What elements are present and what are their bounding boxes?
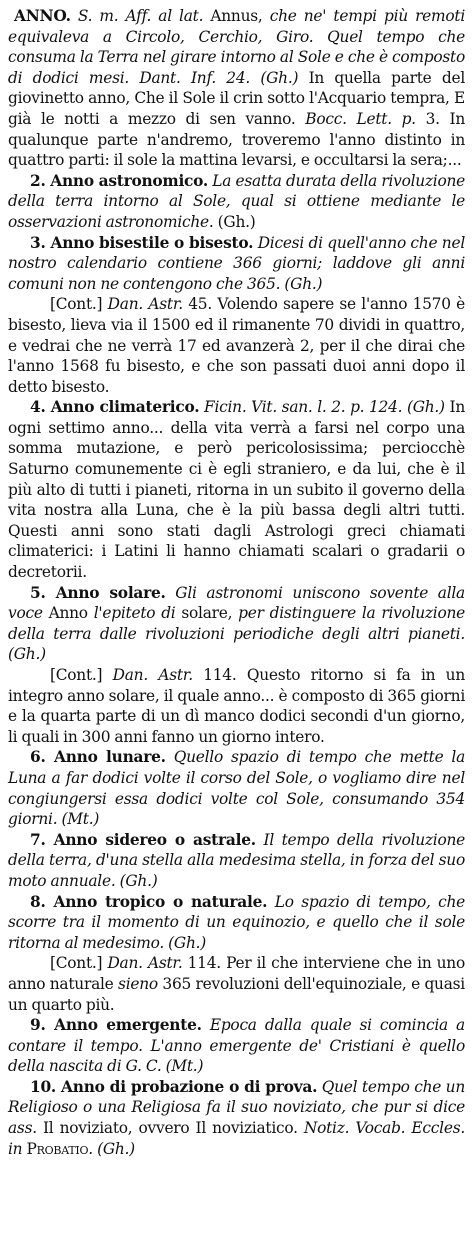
grammar-note: S. m. Aff. al lat. <box>77 7 204 25</box>
entry-anno-definition <box>8 6 465 171</box>
definition-text: Quello spazio di tempo che mette la Luna a far dodici volte il corso del Sole, o vogliamo dire nel congiungersi essa dodici volte col Sole, consumando 354 giorni. (Mt.) <box>8 748 465 829</box>
quotation-emphasis: sieno <box>113 974 163 993</box>
sense-heading: 4. Anno climaterico. <box>30 398 200 417</box>
quotation-text: 365 revoluzioni dell'equinoziale, e quasi un quarto più. <box>8 974 465 1014</box>
sense-heading: 8. Anno tropico o naturale. <box>30 892 268 911</box>
citation-ref: Ficin. Vit. san. l. 2. p. 124. (Gh.) <box>199 398 445 417</box>
quotation-text: 114. Per il che interviene che in uno anno naturale <box>8 954 465 993</box>
citation-ref: Notiz. Vocab. Eccles. in <box>8 1119 465 1158</box>
definition-text: Quel tempo che un Religioso o una Religiosa fa il suo noviziato, che pur si dice ass. <box>8 1077 465 1138</box>
sense-heading: 7. Anno sidereo o astrale. <box>30 830 256 849</box>
sense-anno-lunare <box>8 747 465 829</box>
definition-text: Dicesi di quell'anno che nel nostro calendario contiene 366 giorni; laddove gli anni comuni non ne contengono che 365. (Gh.) <box>8 233 465 293</box>
quotation-text: 45. Volendo sapere se l'anno 1570 è bisesto, lieva via il 1500 ed il rimanente 70 dividi in quattro, e vedrai che ne verrà 17 ed avanzerà 2, per il che dirai che l'anno 1568 fu bisesto, e che son passati duoi anni dopo il detto bisesto. <box>8 295 465 396</box>
quotation-text: In ogni settimo anno... della vita verrà a farsi nel corpo una somma mutazione, e però pericolosissima; perciocchè Saturno comunemente ci è egli straniero, e da lui, che è il più alto di tutti i pianeti, ritorna in un subito il governo della vita nostra alla Luna, che è la più bassa degli altri tutti. Questi anni sono stati dagli Astrologi greci chiamati climaterici: i Latini li hanno chiamati scalari o gradarii o decretorii. <box>8 398 465 582</box>
sense-heading: 9. Anno emergente. <box>30 1016 202 1035</box>
cont-marker: [Cont.] <box>50 666 103 684</box>
sense-anno-solare <box>8 583 465 665</box>
sense-anno-astronomico <box>8 171 465 233</box>
definition-text: Gli astronomi uniscono sovente alla voce <box>8 583 465 623</box>
citation-ref: Dan. Astr. <box>102 954 183 973</box>
citation-bisestile <box>8 294 465 397</box>
source-abbrev: (Gh.) <box>213 212 256 231</box>
sense-anno-sidereo <box>8 830 465 892</box>
sense-anno-tropico <box>8 892 465 954</box>
sense-heading: 2. Anno astronomico. <box>30 171 209 190</box>
sense-heading: 3. Anno bisestile o bisesto. <box>30 233 254 252</box>
definition-text: Il tempo della rivoluzione della terra, d'una stella alla medesima stella, in forza del suo moto annuale. (Gh.) <box>8 830 466 890</box>
definition-text: per distinguere la rivoluzione della terra dalle rivoluzioni periodiche degli altri pianeti. (Gh.) <box>8 604 466 664</box>
sense-anno-probazione <box>8 1077 465 1159</box>
citation-tropico <box>8 953 465 1015</box>
citation-ref: Dan. Astr. <box>102 666 193 684</box>
cont-marker: [Cont.] <box>50 954 103 973</box>
citation-ref: Dan. Astr. <box>102 295 183 314</box>
entry-headword: ANNO. <box>14 7 71 25</box>
definition-text: l'epiteto di <box>93 604 176 623</box>
synonym-text: Il noviziato, ovvero Il noviziatico. <box>36 1119 304 1138</box>
citation-ref: Bocc. Lett. p. <box>305 109 416 128</box>
term-mention: solare, <box>175 604 239 623</box>
latin-term: Annus, <box>203 7 270 25</box>
definition-text: Epoca dalla quale si comincia a contare il tempo. L'anno emergente de' Cristiani è quello della nascita di G. C. (Mt.) <box>8 1016 465 1076</box>
quotation-text: In quella parte del giovinetto anno, Che il Sole il crin sotto l'Acquario tempra, E già le notti a mezzo di sen vanno. <box>8 68 465 128</box>
sense-anno-bisestile <box>8 233 465 295</box>
sense-anno-climaterico <box>8 397 465 582</box>
definition-text: che ne' tempi più remoti equivaleva a Circolo, Cerchio, Giro. Quel tempo che consuma la Terra nel girare intorno al Sole e che è composto di dodici mesi. Dant. Inf. 24. (Gh.) <box>8 7 466 87</box>
citation-solare <box>8 665 465 747</box>
quotation-text: 3. In qualunque parte n'andremo, troveremo l'anno distinto in quattro parti: il sole la mattina levarsi, e occultarsi la sera;... <box>8 109 465 170</box>
cont-marker: [Cont.] <box>50 295 103 314</box>
term-mention: Anno <box>42 604 94 623</box>
sense-anno-emergente <box>8 1015 465 1077</box>
small-caps-term: Probatio <box>26 1139 89 1158</box>
definition-text: La esatta durata della rivoluzione della terra intorno al Sole, qual si ottiene mediante le osservazioni astronomiche. <box>8 171 465 231</box>
sense-heading: 10. Anno di probazione o di prova. <box>30 1077 318 1096</box>
quotation-text: 114. Questo ritorno si fa in un integro anno solare, il quale anno... è composto di 365 giorni e la quarta parte di un dì manco dodici secondi d'un giorno, li quali in 300 anni fanno un giorno intero. <box>8 666 465 746</box>
source-abbrev: . (Gh.) <box>88 1139 135 1158</box>
sense-heading: 5. Anno solare. <box>30 583 166 602</box>
sense-heading: 6. Anno lunare. <box>30 748 166 767</box>
definition-text: Lo spazio di tempo, che scorre tra il momento di un equinozio, e quello che il sole ritorna al medesimo. (Gh.) <box>8 892 465 952</box>
